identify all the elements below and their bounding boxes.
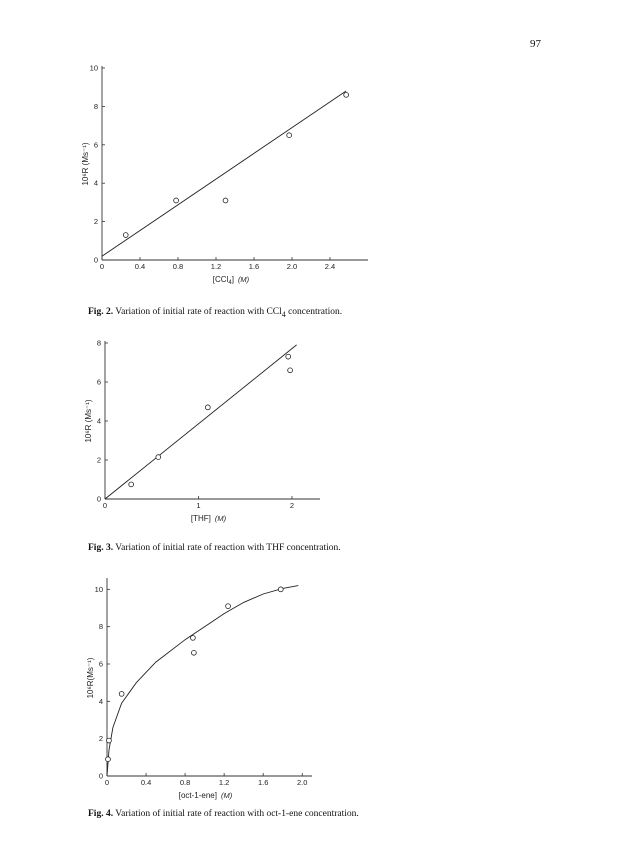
figure-4-caption-label: Fig. 4. <box>88 809 114 819</box>
figure-3-caption-label: Fig. 3. <box>88 543 114 553</box>
y-tick-label: 0 <box>96 494 101 504</box>
y-tick-label: 4 <box>93 178 98 188</box>
x-axis-label: [oct-1-ene] (M) <box>178 791 233 800</box>
y-tick-label: 2 <box>96 455 101 465</box>
x-tick-label: 1 <box>196 501 201 510</box>
x-axis-label: [CCl$_4$] (M) <box>212 275 250 286</box>
y-tick-label: 8 <box>96 338 101 348</box>
x-tick-label: 0 <box>104 778 110 787</box>
x-tick-label: 0 <box>99 262 105 271</box>
y-tick-label: 0 <box>93 255 98 265</box>
data-point <box>191 635 196 640</box>
y-tick-label: 8 <box>93 101 98 111</box>
figure-2-caption-tail: concentration. <box>285 307 343 317</box>
data-point <box>191 650 196 655</box>
figure-2-caption-sub: 4 <box>281 309 286 319</box>
x-tick-label: 1.6 <box>248 262 260 271</box>
x-tick-label: 2.4 <box>324 262 336 271</box>
y-tick-label: 0 <box>98 771 103 781</box>
y-tick-label: 8 <box>98 622 103 632</box>
x-tick-label: 1.6 <box>257 778 269 787</box>
y-axis-label: 10⁶R(Ms⁻¹) <box>86 657 95 699</box>
x-tick-label: 0 <box>102 501 108 510</box>
figure-2-caption-label: Fig. 2. <box>88 307 114 317</box>
x-tick-label: 0.8 <box>179 778 191 787</box>
y-tick-label: 6 <box>98 659 103 669</box>
data-point <box>107 738 112 743</box>
figure-4-caption-text: Variation of initial rate of reaction with oct-1-ene concentration. <box>115 809 359 819</box>
y-tick-label: 2 <box>93 217 98 227</box>
x-tick-label: 1.2 <box>210 262 222 271</box>
figure-4-caption <box>88 809 359 819</box>
y-tick-label: 6 <box>93 140 98 150</box>
page-number: 97 <box>530 38 541 50</box>
y-tick-label: 10 <box>94 584 103 594</box>
y-axis-label: 10⁶R (Ms⁻¹) <box>81 142 90 186</box>
fit-line <box>107 586 298 776</box>
y-tick-label: 4 <box>98 696 103 706</box>
data-point <box>278 587 283 592</box>
figure-3-caption-text: Variation of initial rate of reaction with THF concentration. <box>115 543 341 553</box>
x-tick-label: 2.0 <box>286 262 298 271</box>
data-point <box>226 604 231 609</box>
figure-2-caption-text: Variation of initial rate of reaction with CCl <box>115 307 282 317</box>
x-tick-label: 0.4 <box>140 778 152 787</box>
x-tick-label: 2.0 <box>297 778 308 787</box>
x-tick-label: 0.4 <box>134 262 146 271</box>
x-tick-label: 1.2 <box>218 778 230 787</box>
y-tick-label: 6 <box>96 377 101 387</box>
x-tick-label: 0.8 <box>172 262 184 271</box>
data-point <box>119 691 124 696</box>
y-tick-label: 4 <box>96 416 101 426</box>
x-tick-label: 2 <box>289 501 295 510</box>
y-axis-label: 10⁶R (Ms⁻¹) <box>84 399 93 443</box>
data-point <box>106 757 111 762</box>
x-axis-label: [THF] (M) <box>190 514 227 523</box>
y-tick-label: 10 <box>89 63 98 73</box>
y-tick-label: 2 <box>98 734 103 744</box>
